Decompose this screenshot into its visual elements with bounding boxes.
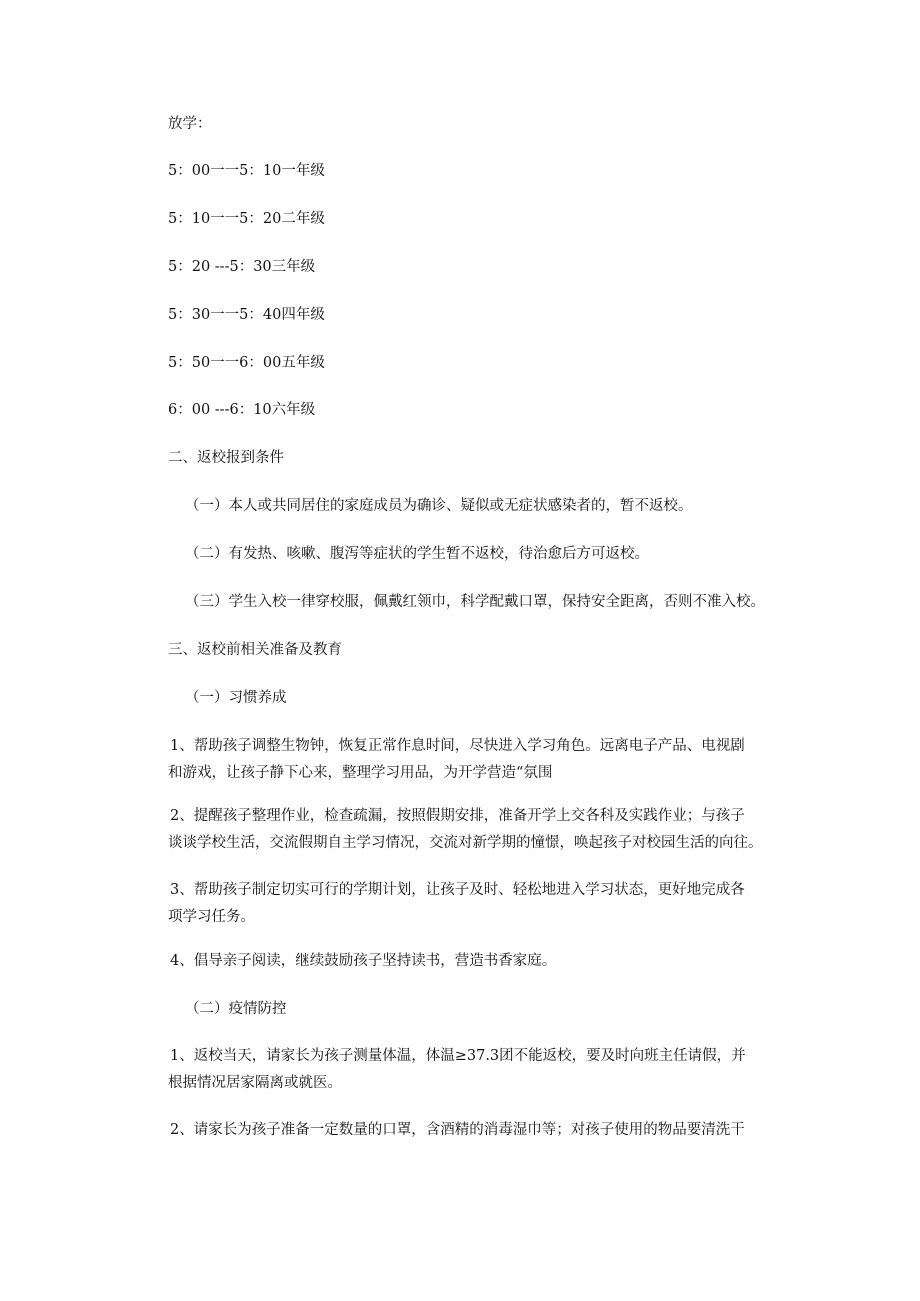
habit-paragraph-1-line-1: 1、帮助孩子调整生物钟，恢复正常作息时间，尽快进入学习角色。远离电子产品、电视剧: [170, 738, 745, 754]
habit-paragraph-4: 4、倡导亲子阅读，继续鼓励孩子坚持读书，营造书香家庭。: [170, 953, 557, 969]
subsection-epidemic-heading: （二）疫情防控: [185, 1001, 287, 1017]
schedule-line-grade-5: 5：50一一6：00五年级: [168, 355, 325, 371]
schedule-line-grade-3: 5：20 ---5：30三年级: [168, 259, 316, 275]
epidemic-paragraph-1-line-2: 根据情况居家隔离或就医。: [168, 1075, 342, 1091]
epidemic-paragraph-2-line-1: 2、请家长为孩子准备一定数量的口罩，含酒精的消毒湿巾等；对孩子使用的物品要清洗干: [170, 1122, 745, 1138]
section-2-heading: 二、返校报到条件: [168, 450, 284, 466]
dismissal-heading: 放学：: [168, 116, 212, 132]
section-3-heading: 三、返校前相关准备及教育: [168, 642, 342, 658]
schedule-line-grade-4: 5：30一一5：40四年级: [168, 307, 325, 323]
habit-paragraph-1-line-2: 和游戏，让孩子静下心来，整理学习用品，为开学营造“氛围: [168, 765, 553, 781]
schedule-line-grade-6: 6：00 ---6：10六年级: [168, 402, 316, 418]
condition-item-1: （一）本人或共同居住的家庭成员为确诊、疑似或无症状感染者的，暂不返校。: [185, 498, 693, 514]
subsection-habits-heading: （一）习惯养成: [185, 690, 287, 706]
habit-paragraph-2-line-1: 2、提醒孩子整理作业，检查疏漏，按照假期安排，准备开学上交各科及实践作业；与孩子: [170, 808, 745, 824]
condition-item-2: （二）有发热、咳嗽、腹泻等症状的学生暂不返校，待治愈后方可返校。: [185, 546, 649, 562]
schedule-line-grade-1: 5：00一一5：10一年级: [168, 163, 325, 179]
epidemic-paragraph-1-line-1: 1、返校当天，请家长为孩子测量体温，体温≥37.3团不能返校，要及时向班主任请假，并: [170, 1048, 746, 1064]
habit-paragraph-3-line-2: 项学习任务。: [168, 909, 255, 925]
habit-paragraph-3-line-1: 3、帮助孩子制定切实可行的学期计划，让孩子及时、轻松地进入学习状态，更好地完成各: [170, 882, 745, 898]
condition-item-3: （三）学生入校一律穿校服，佩戴红领巾，科学配戴口罩，保持安全距离，否则不准入校。: [185, 594, 765, 610]
habit-paragraph-2-line-2: 谈谈学校生活，交流假期自主学习情况，交流对新学期的憧憬，唤起孩子对校园生活的向往。: [168, 835, 763, 851]
schedule-line-grade-2: 5：10一一5：20二年级: [168, 211, 325, 227]
